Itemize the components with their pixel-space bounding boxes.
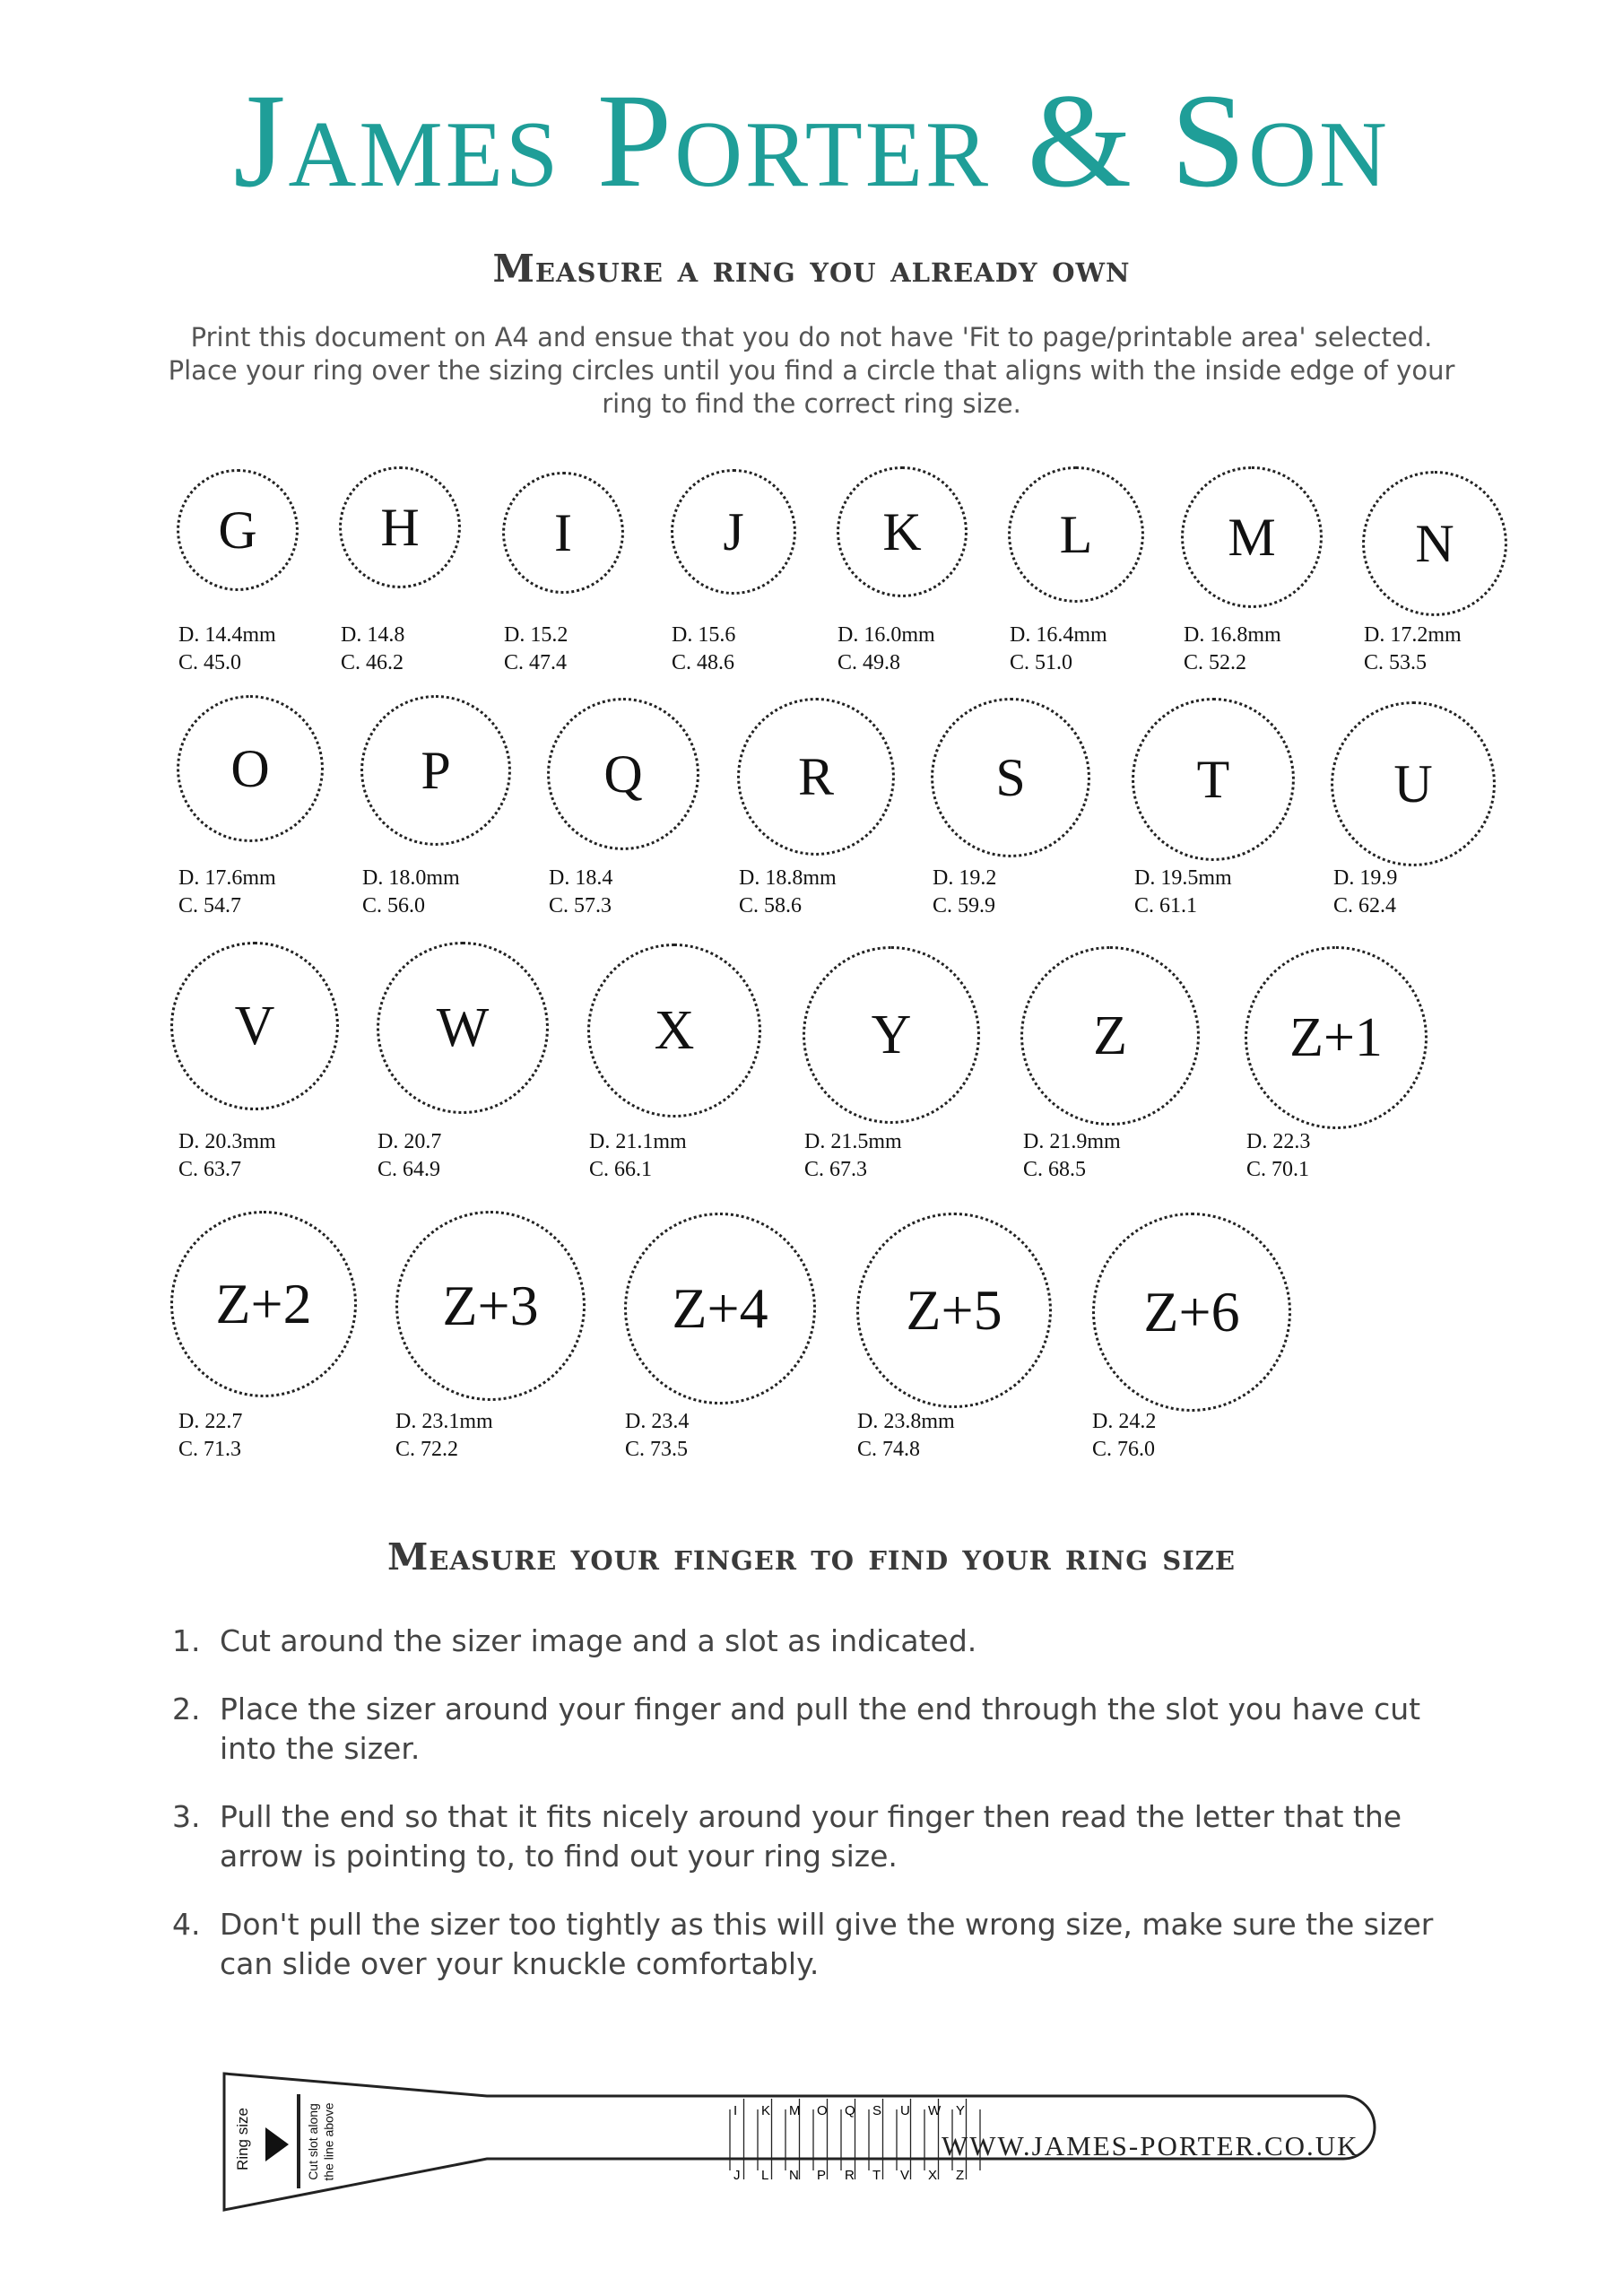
ring-size-measurements	[804, 1128, 902, 1184]
ring-size-circle	[377, 942, 549, 1114]
ring-circumference: C. 73.5	[625, 1438, 689, 1461]
ring-size-circle	[587, 944, 761, 1118]
cut-slot-note-2: the line above	[321, 2102, 336, 2181]
sizer-scale-letter-top: K	[761, 2103, 771, 2118]
sizer-scale-letter-top: Q	[845, 2103, 855, 2118]
ring-size-measurements	[672, 622, 735, 677]
instruction-step	[170, 1797, 1471, 1876]
ring-size-measurements	[1023, 1128, 1121, 1184]
sizer-scale-letter-bottom: Z	[956, 2168, 965, 2183]
ring-diameter: D. 18.4	[549, 866, 613, 890]
ring-size-measurements	[504, 622, 568, 677]
ring-size-letter: S	[995, 747, 1026, 807]
ring-size-circle	[1181, 466, 1323, 608]
ring-diameter: D. 18.0mm	[362, 866, 460, 890]
sizer-scale-letter-top: Y	[956, 2103, 966, 2118]
sizer-scale-letter-top: M	[789, 2103, 801, 2118]
ring-size-circle	[837, 466, 968, 597]
ring-size-measurements	[178, 622, 276, 677]
ring-circumference: C. 59.9	[933, 894, 996, 918]
ring-circumference: C. 58.6	[739, 894, 803, 918]
ring-size-circle	[177, 469, 299, 591]
ring-size-letter: X	[654, 999, 695, 1061]
sizer-scale-letter-bottom: N	[789, 2168, 799, 2183]
ring-size-circle	[339, 466, 461, 588]
sizer-scale-letter-bottom: R	[845, 2168, 855, 2183]
ring-size-measurements	[1010, 622, 1107, 677]
ring-size-circle	[1020, 946, 1200, 1126]
ring-circumference: C. 66.1	[589, 1158, 653, 1181]
cut-slot-note-1: Cut slot along	[305, 2103, 320, 2180]
ring-size-measurements	[933, 865, 996, 920]
step-text: Cut around the sizer image and a slot as indicated.	[220, 1623, 977, 1658]
instruction-step	[170, 1622, 1471, 1661]
ring-size-circle	[170, 1211, 357, 1397]
ring-circumference: C. 76.0	[1092, 1438, 1156, 1461]
ring-size-measurements	[838, 622, 935, 677]
ring-diameter: D. 16.4mm	[1010, 623, 1107, 647]
ring-diameter: D. 17.2mm	[1364, 623, 1462, 647]
ring-diameter: D. 23.4	[625, 1410, 690, 1433]
ring-diameter: D. 22.3	[1246, 1130, 1311, 1153]
ring-diameter: D. 15.2	[504, 623, 568, 647]
step-text: Don't pull the sizer too tightly as this will give the wrong size, make sure the sizer can slide over your knuckle comfortably.	[220, 1907, 1434, 1981]
ring-diameter: D. 19.9	[1333, 866, 1398, 890]
sizer-scale-letter-top: U	[900, 2103, 910, 2118]
ring-circumference: C. 51.0	[1010, 651, 1073, 674]
sizer-label: Ring size	[233, 2108, 251, 2170]
ring-diameter: D. 24.2	[1092, 1410, 1157, 1433]
sizer-scale-letter-bottom: V	[900, 2168, 910, 2183]
ring-size-measurements	[178, 1408, 242, 1464]
ring-size-measurements	[341, 622, 404, 677]
ring-circumference: C. 70.1	[1246, 1158, 1310, 1181]
ring-circumference: C. 61.1	[1134, 894, 1198, 918]
ring-diameter: D. 17.6mm	[178, 866, 276, 890]
ring-size-measurements	[857, 1408, 955, 1464]
ring-size-circle	[803, 946, 980, 1124]
ring-size-circle	[1132, 698, 1295, 861]
ring-size-letter: L	[1059, 504, 1093, 564]
ring-circumference: C. 64.9	[378, 1158, 441, 1181]
ring-circumference: C. 74.8	[857, 1438, 921, 1461]
ring-size-circle	[1008, 466, 1144, 603]
sizer-scale-letter-bottom: J	[733, 2168, 741, 2183]
ring-size-letter: Z+4	[672, 1276, 768, 1340]
ring-size-circle	[170, 942, 339, 1110]
ring-size-letter: G	[218, 500, 257, 560]
ring-circumference: C. 49.8	[838, 651, 901, 674]
ring-diameter: D. 21.5mm	[804, 1130, 902, 1153]
ring-size-measurements	[178, 1128, 276, 1184]
ring-diameter: D. 14.4mm	[178, 623, 276, 647]
step-number: 2.	[172, 1692, 201, 1726]
ring-circumference: C. 53.5	[1364, 651, 1428, 674]
ring-diameter: D. 21.9mm	[1023, 1130, 1121, 1153]
ring-size-circle	[1331, 701, 1496, 866]
ring-size-circle	[502, 472, 624, 594]
instruction-list	[170, 1622, 1471, 2013]
ring-circumference: C. 45.0	[178, 651, 242, 674]
ring-circumference: C. 46.2	[341, 651, 404, 674]
ring-diameter: D. 16.8mm	[1184, 623, 1281, 647]
ring-circumference: C. 48.6	[672, 651, 735, 674]
ring-size-measurements	[739, 865, 837, 920]
ring-size-letter: V	[234, 995, 275, 1057]
ring-size-letter: Z	[1093, 1004, 1127, 1066]
ring-diameter: D. 20.7	[378, 1130, 442, 1153]
step-number: 3.	[172, 1799, 201, 1834]
ring-diameter: D. 21.1mm	[589, 1130, 687, 1153]
section-title-measure-ring: Measure a ring you already own	[492, 247, 1131, 291]
ring-size-letter: I	[554, 502, 572, 562]
ring-size-measurements	[395, 1408, 493, 1464]
sizer-scale-letter-bottom: L	[761, 2168, 769, 2183]
ring-size-circle	[856, 1213, 1052, 1408]
ring-size-measurements	[589, 1128, 687, 1184]
ring-size-circle	[395, 1211, 586, 1401]
ring-circumference: C. 68.5	[1023, 1158, 1087, 1181]
ring-diameter: D. 18.8mm	[739, 866, 837, 890]
ring-size-letter: Q	[603, 744, 643, 804]
ring-size-measurements	[625, 1408, 689, 1464]
sizer-scale-letter-bottom: P	[817, 2168, 827, 2183]
ring-circumference: C. 52.2	[1184, 651, 1247, 674]
ring-size-measurements	[549, 865, 612, 920]
ring-size-measurements	[1246, 1128, 1310, 1184]
ring-size-letter: Z+2	[215, 1272, 312, 1335]
ring-size-measurements	[1184, 622, 1281, 677]
ring-size-letter: U	[1393, 753, 1433, 813]
step-number: 4.	[172, 1907, 201, 1942]
sizer-scale-letter-top: S	[872, 2103, 882, 2118]
ring-circumference: C. 62.4	[1333, 894, 1397, 918]
ring-size-circle	[624, 1213, 816, 1405]
ring-size-circle	[671, 469, 796, 595]
ring-circumference: C. 67.3	[804, 1158, 868, 1181]
instruction-step	[170, 1690, 1471, 1769]
website-url: WWW.JAMES-PORTER.CO.UK	[942, 2130, 1359, 2161]
ring-size-circle	[1092, 1213, 1291, 1412]
ring-circumference: C. 57.3	[549, 894, 612, 918]
ring-size-circle	[737, 698, 895, 856]
step-number: 1.	[172, 1623, 201, 1658]
instruction-step	[170, 1905, 1471, 1984]
ring-size-letter: N	[1415, 513, 1454, 573]
sizer-scale-letter-bottom: T	[872, 2168, 881, 2183]
ring-size-circle	[177, 695, 324, 842]
ring-circumference: C. 54.7	[178, 894, 242, 918]
brand-logo: James Porter & Son	[233, 66, 1390, 215]
ring-size-letter: M	[1228, 507, 1276, 567]
sizer-scale-letter-top: W	[928, 2103, 942, 2118]
ring-size-letter: Z+6	[1143, 1280, 1240, 1344]
intro-text: Print this document on A4 and ensue that you do not have 'Fit to page/printable area' selected. Place your ring over the sizing circles until you find a circle that aligns with the inside edge of your ring to find the correct ring size.	[168, 322, 1455, 419]
sizer-scale-letter-top: O	[817, 2103, 828, 2118]
ring-size-measurements	[378, 1128, 441, 1184]
ring-size-measurements	[1333, 865, 1397, 920]
ring-diameter: D. 19.5mm	[1134, 866, 1232, 890]
ring-size-letter: Z+5	[906, 1278, 1002, 1342]
ring-circumference: C. 56.0	[362, 894, 426, 918]
ring-size-letter: Y	[871, 1004, 912, 1065]
ring-size-letter: K	[882, 501, 922, 561]
ring-size-measurements	[1092, 1408, 1156, 1464]
ring-size-measurements	[362, 865, 460, 920]
ring-size-letter: W	[436, 996, 490, 1058]
ring-size-letter: T	[1196, 749, 1230, 809]
step-text: Place the sizer around your finger and pull the end through the slot you have cut into the sizer.	[220, 1692, 1421, 1766]
ring-size-circle	[360, 695, 511, 846]
ring-size-letter: H	[380, 497, 420, 557]
step-text: Pull the end so that it fits nicely around your finger then read the letter that the arrow is pointing to, to find out your ring size.	[220, 1799, 1402, 1874]
ring-size-letter: J	[723, 501, 744, 561]
ring-diameter: D. 20.3mm	[178, 1130, 276, 1153]
ring-size-letter: R	[797, 746, 835, 806]
ring-size-circle	[1245, 946, 1428, 1129]
ring-size-letter: P	[421, 740, 451, 800]
ring-circumference: C. 71.3	[178, 1438, 242, 1461]
ring-size-circle	[931, 698, 1090, 857]
ring-size-measurements	[178, 865, 276, 920]
ring-diameter: D. 22.7	[178, 1410, 243, 1433]
ring-size-circle	[1362, 471, 1507, 616]
ring-size-circle	[547, 698, 699, 850]
sizer-scale-letter-bottom: X	[928, 2168, 938, 2183]
ring-diameter: D. 16.0mm	[838, 623, 935, 647]
ring-size-measurements	[1364, 622, 1462, 677]
section-title-measure-finger: Measure your finger to find your ring size	[386, 1535, 1237, 1578]
sizer-scale-letter-top: I	[733, 2103, 738, 2118]
ring-diameter: D. 14.8	[341, 623, 405, 647]
ring-circumference: C. 72.2	[395, 1438, 459, 1461]
ring-diameter: D. 23.8mm	[857, 1410, 955, 1433]
ring-diameter: D. 19.2	[933, 866, 997, 890]
ring-diameter: D. 15.6	[672, 623, 736, 647]
ring-circumference: C. 63.7	[178, 1158, 242, 1181]
ring-size-letter: Z+3	[442, 1274, 539, 1337]
ring-size-letter: Z+1	[1289, 1006, 1383, 1068]
ring-circumference: C. 47.4	[504, 651, 568, 674]
ring-size-letter: O	[230, 738, 270, 798]
ring-size-measurements	[1134, 865, 1232, 920]
ring-diameter: D. 23.1mm	[395, 1410, 493, 1433]
